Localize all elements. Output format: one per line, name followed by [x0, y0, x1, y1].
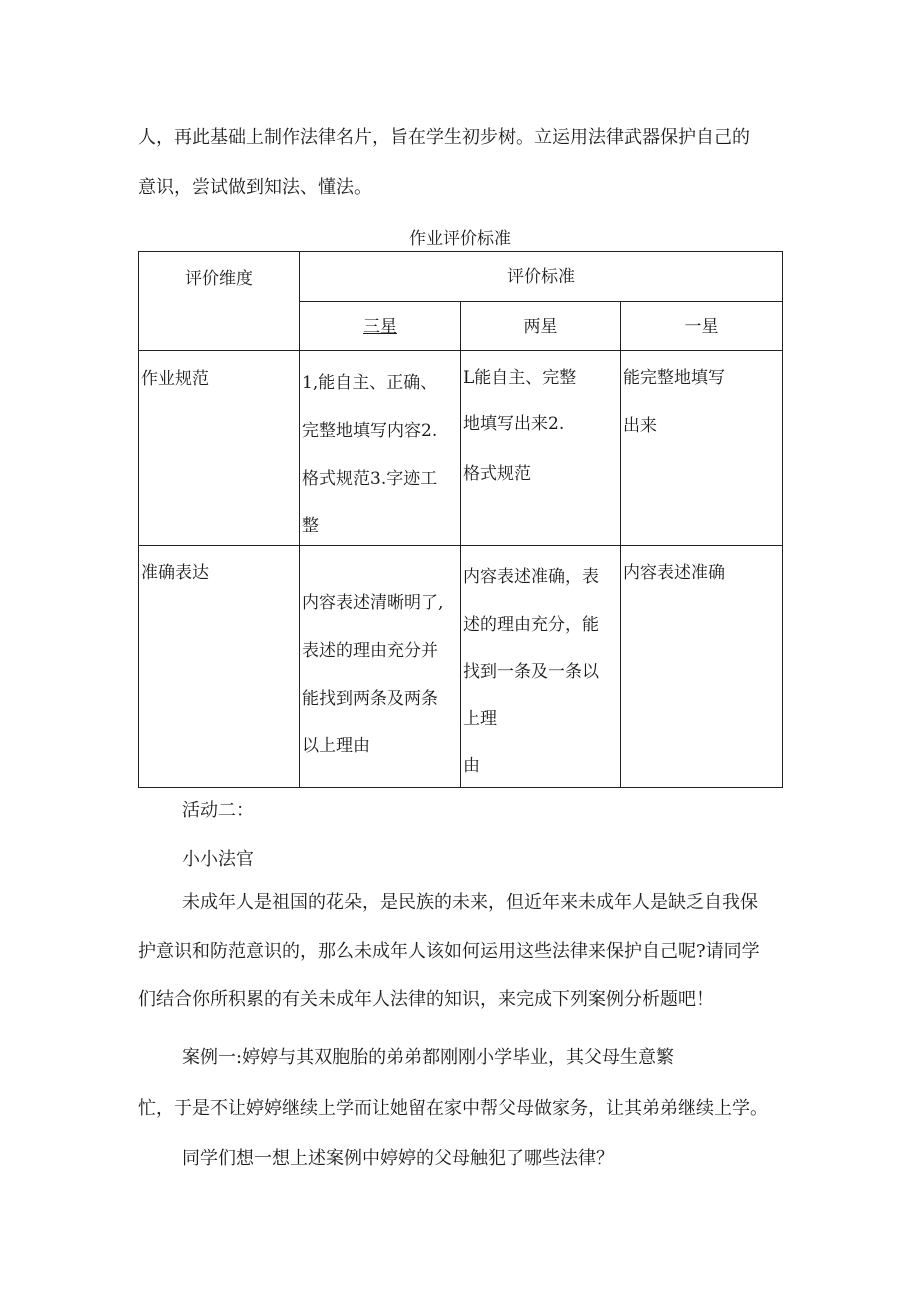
row2-two-star-line: 找到一条及一条以 [463, 662, 599, 682]
header-standard-cell [300, 252, 783, 302]
row1-two-star-line: 格式规范 [463, 464, 531, 484]
activity-heading: 活动二： [182, 800, 254, 821]
row2-dimension-cell [139, 546, 300, 788]
row1-three-star-line: 完整地填写内容2. [302, 421, 438, 441]
paragraph-line: 未成年人是祖国的花朵，是民族的未来，但近年来未成年人是缺乏自我保 [182, 892, 758, 913]
row1-dimension: 作业规范 [141, 369, 209, 389]
row2-two-star-line: 内容表述准确，表 [463, 567, 599, 587]
row1-one-star-line: 能完整地填写 [623, 368, 725, 388]
row2-three-star-line: 表述的理由充分并 [302, 641, 438, 661]
row2-one-star-cell [621, 546, 783, 788]
row2-one-star-line: 内容表述准确 [623, 563, 725, 583]
row2-three-star-line: 以上理由 [302, 736, 370, 756]
case-line: 案例一:婷婷与其双胞胎的弟弟都刚刚小学毕业，其父母生意繁 [182, 1047, 675, 1068]
level-two-star: 两星 [523, 317, 558, 337]
table-row [139, 351, 783, 546]
row2-three-star-cell [300, 546, 461, 788]
level-one-star: 一星 [684, 317, 719, 337]
paragraph-line: 们结合你所积累的有关未成年人法律的知识，来完成下列案例分析题吧！ [138, 989, 714, 1010]
row1-dimension-cell [139, 351, 300, 546]
row1-two-star-line: 地填写出来2. [463, 414, 565, 434]
row1-two-star-cell [461, 351, 621, 546]
header-standard: 评价标准 [507, 267, 575, 287]
activity-title: 小小法官 [182, 849, 254, 870]
row2-two-star-line: 述的理由充分，能 [463, 615, 599, 635]
table-row [139, 546, 783, 788]
row2-dimension: 准确表达 [141, 563, 209, 583]
level-one-star-cell [621, 302, 783, 351]
question-line: 同学们想一想上述案例中婷婷的父母触犯了哪些法律？ [182, 1148, 614, 1169]
level-two-star-cell [461, 302, 621, 351]
row1-one-star-line: 出来 [623, 416, 657, 436]
level-three-star: 三星 [363, 317, 397, 337]
row1-three-star-line: 格式规范3.字迹工 [302, 469, 438, 489]
row1-three-star-cell [300, 351, 461, 546]
row2-two-star-cell [461, 546, 621, 788]
row2-two-star-line: 上理 [463, 709, 497, 729]
intro-line-2: 意识，尝试做到知法、懂法。 [138, 177, 372, 198]
row2-three-star-line: 能找到两条及两条 [302, 689, 438, 709]
row1-two-star-line: L能自主、完整 [463, 368, 577, 388]
header-dimension: 评价维度 [185, 269, 253, 289]
paragraph-line: 护意识和防范意识的，那么未成年人该如何运用这些法律来保护自己呢?请同学 [138, 941, 760, 962]
row1-three-star-line: 整 [302, 516, 319, 536]
table-caption: 作业评价标准 [409, 229, 511, 249]
row1-three-star-line: 1,能自主、正确、 [302, 373, 438, 393]
level-three-star-cell [300, 302, 461, 351]
row2-two-star-line: 由 [463, 756, 480, 776]
row2-three-star-line: 内容表述清晰明了, [302, 593, 444, 613]
header-dimension-cell [139, 252, 300, 351]
row1-one-star-cell [621, 351, 783, 546]
intro-line-1: 人，再此基础上制作法律名片，旨在学生初步树。立运用法律武器保护自己的 [138, 127, 750, 148]
evaluation-table [138, 251, 783, 788]
case-line: 忙，于是不让婷婷继续上学而让她留在家中帮父母做家务，让其弟弟继续上学。 [138, 1098, 768, 1119]
